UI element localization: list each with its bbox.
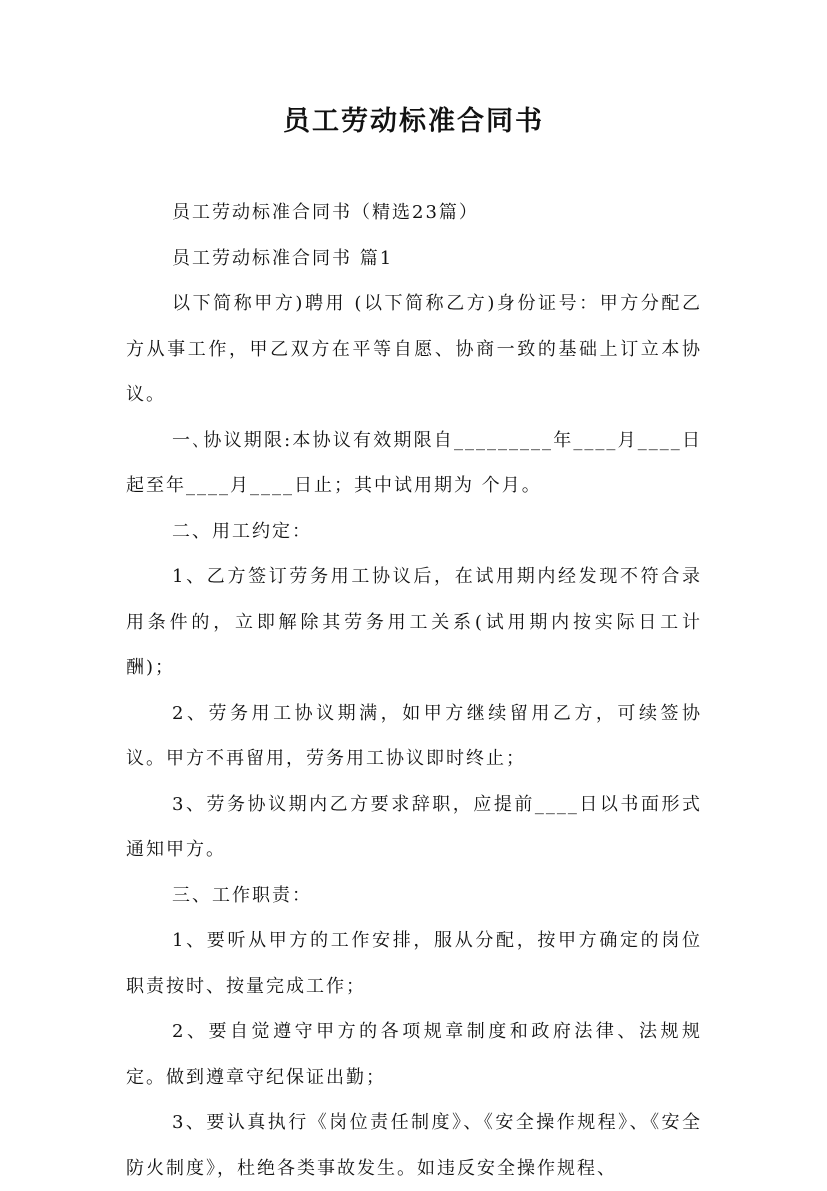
paragraph-duties-2: 2、要自觉遵守甲方的各项规章制度和政府法律、法规规定。做到遵章守纪保证出勤； bbox=[126, 1021, 702, 1088]
paragraph-duties-3: 3、要认真执行《岗位责任制度》、《安全操作规程》、《安全防火制度》，杜绝各类事故发生。如违反安全操作规程、 bbox=[126, 1112, 702, 1179]
document-body bbox=[126, 190, 702, 1191]
paragraph-employment-3: 3、劳务协议期内乙方要求辞职，应提前____日以书面形式通知甲方。 bbox=[126, 793, 702, 860]
paragraph-intro-title: 员工劳动标准合同书（精选23篇） bbox=[172, 202, 479, 223]
paragraph-employment-1: 1、乙方签订劳务用工协议后，在试用期内经发现不符合录用条件的，立即解除其劳务用工关系(试用期内按实际日工计酬)； bbox=[126, 566, 702, 678]
paragraph-parties: 以下简称甲方)聘用 (以下简称乙方)身份证号：甲方分配乙方从事工作，甲乙双方在平等自愿、协商一致的基础上订立本协议。 bbox=[126, 293, 702, 405]
paragraph-employment-2: 2、劳务用工协议期满，如甲方继续留用乙方，可续签协议。甲方不再留用，劳务用工协议即时终止； bbox=[126, 702, 702, 769]
paragraph-section-heading: 员工劳动标准合同书 篇1 bbox=[172, 247, 394, 269]
document-title: 员工劳动标准合同书 bbox=[283, 106, 544, 137]
paragraph-employment-heading: 二、用工约定： bbox=[172, 520, 312, 542]
paragraph-duties-1: 1、要听从甲方的工作安排，服从分配，按甲方确定的岗位职责按时、按量完成工作； bbox=[126, 930, 702, 997]
paragraph-term: 一､协议期限:本协议有效期限自_________年____月____日起至年____月____日止；其中试用期为 个月。 bbox=[126, 429, 702, 496]
paragraph-duties-heading: 三、工作职责： bbox=[172, 884, 312, 906]
